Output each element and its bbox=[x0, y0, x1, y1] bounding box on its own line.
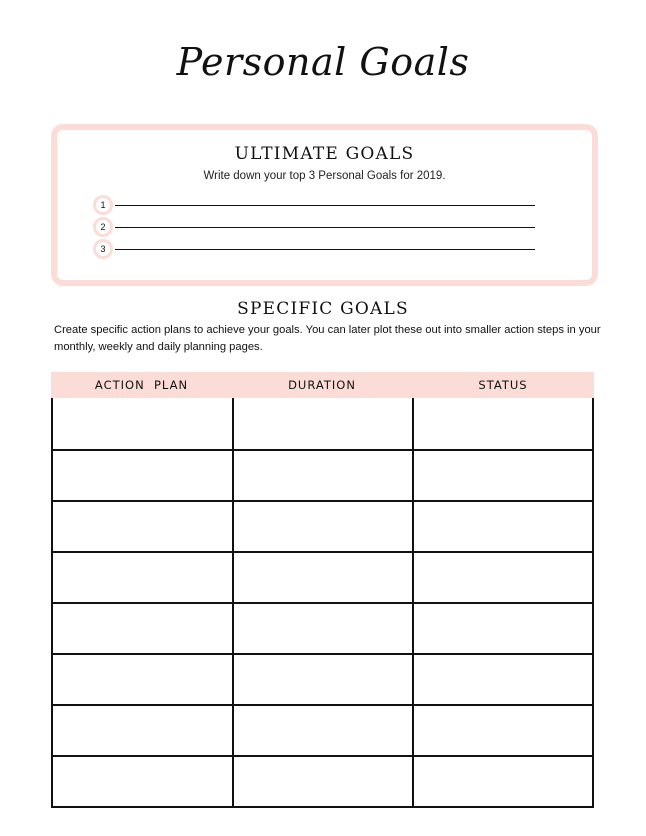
status-cell[interactable] bbox=[414, 451, 592, 500]
table-row-divider bbox=[51, 806, 594, 808]
ultimate-goals-instructions: Write down your top 3 Personal Goals for 2019. bbox=[203, 170, 446, 182]
column-header-action-plan: ACTION PLAN bbox=[94, 378, 189, 392]
status-cell[interactable] bbox=[414, 757, 592, 806]
specific-goals-heading: SPECIFIC GOALS bbox=[237, 299, 409, 319]
status-cell[interactable] bbox=[414, 655, 592, 704]
page-title: Personal Goals bbox=[176, 40, 470, 84]
status-cell[interactable] bbox=[414, 502, 592, 551]
action-plan-cell[interactable] bbox=[53, 655, 232, 704]
status-cell[interactable] bbox=[414, 706, 592, 755]
duration-cell[interactable] bbox=[234, 400, 412, 449]
action-plan-cell[interactable] bbox=[53, 553, 232, 602]
goal-number-badge: 2 bbox=[93, 217, 113, 237]
goal-write-line[interactable] bbox=[115, 205, 535, 206]
duration-cell[interactable] bbox=[234, 757, 412, 806]
ultimate-goals-box bbox=[51, 124, 598, 286]
action-plan-cell[interactable] bbox=[53, 400, 232, 449]
column-header-duration: DURATION bbox=[288, 378, 356, 392]
action-plan-table bbox=[51, 398, 594, 808]
goal-number-badge: 1 bbox=[93, 195, 113, 215]
duration-cell[interactable] bbox=[234, 502, 412, 551]
ultimate-goal-line-1[interactable] bbox=[93, 195, 535, 215]
action-plan-cell[interactable] bbox=[53, 502, 232, 551]
action-plan-cell[interactable] bbox=[53, 451, 232, 500]
status-cell[interactable] bbox=[414, 400, 592, 449]
action-plan-table-header bbox=[51, 372, 594, 398]
duration-cell[interactable] bbox=[234, 706, 412, 755]
goal-write-line[interactable] bbox=[115, 227, 535, 228]
goal-write-line[interactable] bbox=[115, 249, 535, 250]
duration-cell[interactable] bbox=[234, 553, 412, 602]
goal-number-badge: 3 bbox=[93, 239, 113, 259]
status-cell[interactable] bbox=[414, 553, 592, 602]
ultimate-goal-line-2[interactable] bbox=[93, 217, 535, 237]
ultimate-goals-heading: ULTIMATE GOALS bbox=[234, 144, 415, 164]
status-cell[interactable] bbox=[414, 604, 592, 653]
specific-goals-description: Create specific action plans to achieve your goals. You can later plot these out into smaller action steps in your monthly, weekly and daily planning pages. bbox=[54, 324, 601, 353]
duration-cell[interactable] bbox=[234, 604, 412, 653]
duration-cell[interactable] bbox=[234, 451, 412, 500]
column-header-status: STATUS bbox=[478, 378, 528, 392]
action-plan-cell[interactable] bbox=[53, 757, 232, 806]
action-plan-cell[interactable] bbox=[53, 604, 232, 653]
duration-cell[interactable] bbox=[234, 655, 412, 704]
ultimate-goal-line-3[interactable] bbox=[93, 239, 535, 259]
action-plan-cell[interactable] bbox=[53, 706, 232, 755]
